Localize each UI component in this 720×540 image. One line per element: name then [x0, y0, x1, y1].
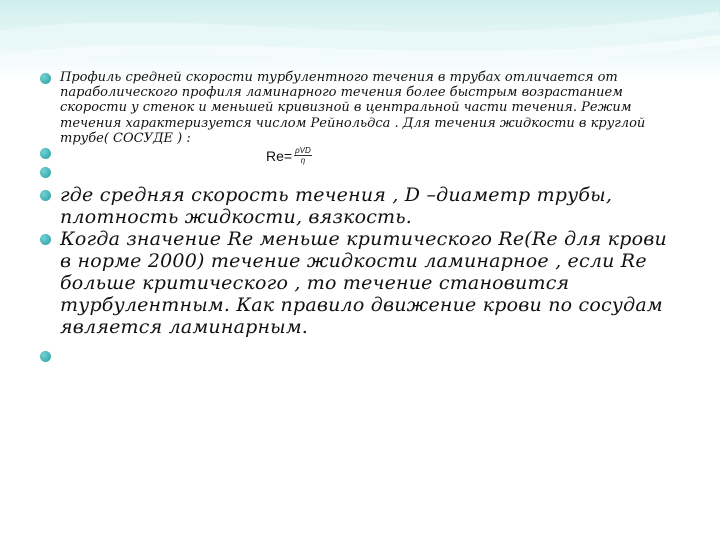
- formula-fraction: [294, 146, 312, 165]
- bullet-dot: [40, 73, 51, 84]
- critical-re-text: Когда значение Re меньше критического Re(Re для крови в норме 2000) течение жидкости ламинарное , если Re больше критического , то течение становится турбулентным. Как правило движение крови по сосудам является ламинарным.: [60, 228, 667, 339]
- definitions-text: где средняя скорость течения , D –диаметр трубы, плотность жидкости, вязкость.: [60, 184, 613, 229]
- bullet-formula: [38, 146, 678, 164]
- bullet-dot: [40, 190, 51, 201]
- header-decoration: [0, 0, 720, 80]
- intro-text: Профиль средней скорости турбулентного течения в трубах отличается от параболического профиля ламинарного течения более быстрым возрастанием скорости у стенок и меньшей кривизной в центральной части течения. Режим течения характеризуется числом Рейнольдса . Для течения жидкости в круглой трубе( СОСУДЕ ) :: [60, 70, 646, 146]
- bullet-critical-re: [38, 228, 678, 338]
- bullet-empty: [38, 164, 678, 184]
- bullet-dot: [40, 167, 51, 178]
- formula-numerator: ρVD: [295, 146, 311, 156]
- bullet-dot: [40, 351, 51, 362]
- bullet-empty-last: [38, 348, 678, 368]
- bullet-definitions: [38, 184, 678, 228]
- formula-lhs: Re=: [266, 147, 293, 164]
- bullet-dot: [40, 148, 51, 159]
- formula-denominator: η: [300, 156, 306, 166]
- bullet-dot: [40, 234, 51, 245]
- content: [38, 70, 678, 368]
- reynolds-formula: [266, 146, 312, 165]
- bullet-intro: [38, 70, 678, 146]
